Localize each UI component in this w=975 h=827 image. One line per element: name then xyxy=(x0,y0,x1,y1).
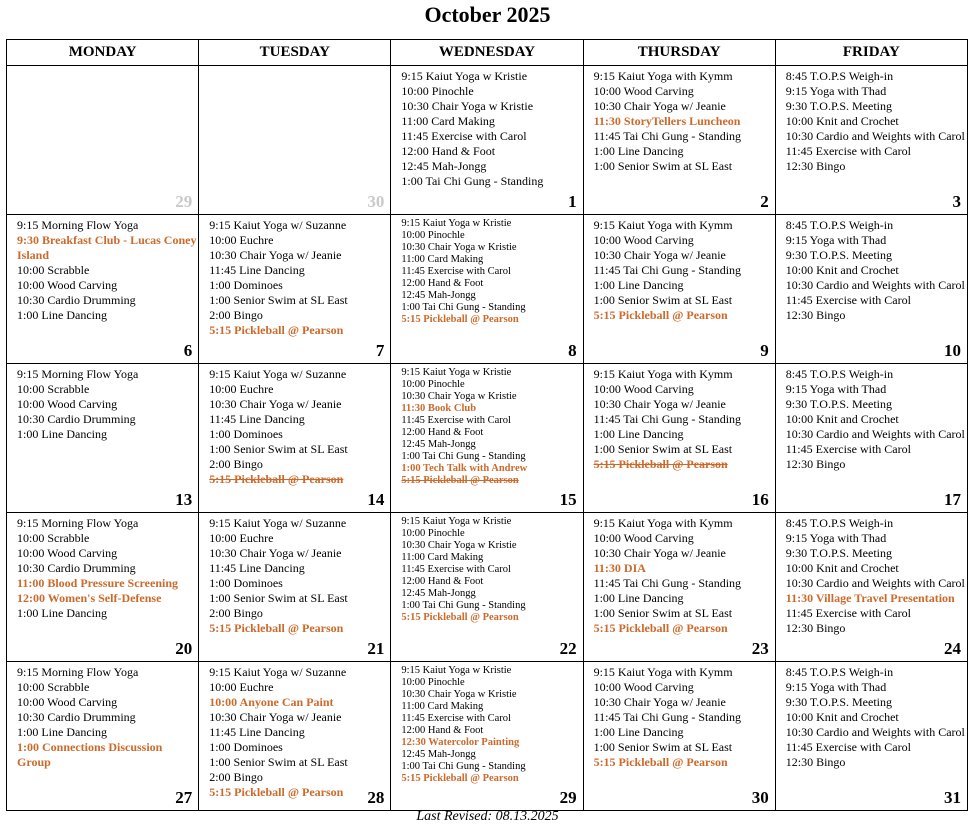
day-cell-thursday xyxy=(583,513,775,662)
day-events xyxy=(7,364,198,512)
event-item: 10:30 Cardio and Weights with Carol xyxy=(785,576,965,590)
event-item: 2:00 Bingo xyxy=(209,308,263,322)
event-item: 10:30 Cardio and Weights with Carol xyxy=(785,427,965,441)
special-event: 9:30 Breakfast Club - Lucas Coney Island xyxy=(17,233,197,262)
day-cell-monday xyxy=(7,364,199,513)
header-friday: FRIDAY xyxy=(775,40,967,66)
event-item: 10:30 Chair Yoga w/ Jeanie xyxy=(593,99,726,113)
day-events xyxy=(391,215,582,363)
event-item: 12:30 Bingo xyxy=(785,621,846,635)
day-cell-friday xyxy=(775,662,967,811)
day-events xyxy=(776,513,967,661)
event-item: 10:00 Scrabble xyxy=(17,263,90,277)
event-item: 9:15 Yoga with Thad xyxy=(785,233,887,247)
day-number: 21 xyxy=(367,639,385,658)
event-item: 10:30 Chair Yoga w Kristie xyxy=(401,391,517,402)
event-item: 11:45 Exercise with Carol xyxy=(401,415,511,426)
header-wednesday: WEDNESDAY xyxy=(391,40,583,66)
event-item: 10:30 Chair Yoga w Kristie xyxy=(401,99,534,113)
event-item: 1:00 Line Dancing xyxy=(593,427,684,441)
week-row xyxy=(7,662,968,811)
event-item: 1:00 Line Dancing xyxy=(17,427,107,441)
day-cell-thursday xyxy=(583,662,775,811)
event-item: 11:45 Tai Chi Gung - Standing xyxy=(593,576,742,590)
event-item: 9:15 Kaiut Yoga w/ Suzanne xyxy=(209,218,347,232)
day-number: 27 xyxy=(175,788,193,807)
special-event: 5:15 Pickleball @ Pearson xyxy=(401,773,519,784)
day-events xyxy=(7,215,198,363)
event-item: 1:00 Senior Swim at SL East xyxy=(593,442,733,456)
event-item: 12:00 Hand & Foot xyxy=(401,278,484,289)
event-item: 10:00 Wood Carving xyxy=(17,397,118,411)
special-event: 5:15 Pickleball @ Pearson xyxy=(593,621,728,635)
event-item: 9:15 Kaiut Yoga with Kymm xyxy=(593,218,733,232)
special-event: 11:30 Village Travel Presentation xyxy=(785,591,955,605)
event-item: 9:30 T.O.P.S. Meeting xyxy=(785,248,892,262)
day-events xyxy=(199,662,390,810)
event-item: 10:30 Chair Yoga w Kristie xyxy=(401,540,517,551)
last-revised: Last Revised: 08.13.2025 xyxy=(416,809,559,824)
event-item: 10:00 Knit and Crochet xyxy=(785,710,899,724)
event-item: 11:45 Exercise with Carol xyxy=(785,144,911,158)
day-number: 8 xyxy=(568,341,577,360)
day-cell-thursday xyxy=(583,66,775,215)
week-row xyxy=(7,513,968,662)
event-item: 12:00 Hand & Foot xyxy=(401,725,484,736)
event-item: 1:00 Dominoes xyxy=(209,278,283,292)
event-item: 1:00 Senior Swim at SL East xyxy=(593,606,733,620)
event-item: 1:00 Line Dancing xyxy=(593,725,684,739)
day-cell-wednesday xyxy=(391,513,583,662)
event-item: 10:30 Chair Yoga w Kristie xyxy=(401,242,517,253)
day-events xyxy=(584,215,775,363)
day-number: 20 xyxy=(175,639,193,658)
event-item: 11:45 Line Dancing xyxy=(209,412,305,426)
special-event: 12:30 Watercolor Painting xyxy=(401,737,520,748)
special-event: 5:15 Pickleball @ Pearson xyxy=(401,612,519,623)
event-item: 12:30 Bingo xyxy=(785,159,846,173)
event-item: 10:30 Cardio Drumming xyxy=(17,561,136,575)
event-item: 1:00 Senior Swim at SL East xyxy=(593,740,733,754)
event-item: 10:00 Knit and Crochet xyxy=(785,561,899,575)
day-cell-friday xyxy=(775,364,967,513)
special-event: 11:00 Blood Pressure Screening xyxy=(17,576,179,590)
week-row xyxy=(7,364,968,513)
event-item: 11:00 Card Making xyxy=(401,552,484,563)
event-item: 9:15 Kaiut Yoga w Kristie xyxy=(401,665,512,676)
event-item: 9:15 Morning Flow Yoga xyxy=(17,218,139,232)
event-item: 11:45 Exercise with Carol xyxy=(785,606,911,620)
day-events xyxy=(391,66,582,214)
day-cell-wednesday xyxy=(391,364,583,513)
event-item: 10:30 Cardio and Weights with Carol xyxy=(785,129,965,143)
event-item: 9:15 Yoga with Thad xyxy=(785,84,887,98)
day-events xyxy=(7,513,198,661)
event-item: 11:45 Exercise with Carol xyxy=(785,293,911,307)
event-item: 11:00 Card Making xyxy=(401,701,484,712)
event-item: 1:00 Tai Chi Gung - Standing xyxy=(401,600,526,611)
day-number: 30 xyxy=(751,788,769,807)
day-number: 15 xyxy=(559,490,577,509)
event-item: 12:30 Bingo xyxy=(785,755,846,769)
event-item: 10:00 Pinochle xyxy=(401,677,465,688)
event-item: 1:00 Senior Swim at SL East xyxy=(209,591,348,605)
event-item: 10:00 Wood Carving xyxy=(593,531,694,545)
event-item: 9:15 Yoga with Thad xyxy=(785,680,887,694)
day-number: 29 xyxy=(175,192,193,211)
event-item: 10:00 Wood Carving xyxy=(17,278,118,292)
event-item: 9:15 Kaiut Yoga w Kristie xyxy=(401,516,512,527)
day-number: 30 xyxy=(367,192,385,211)
event-item: 1:00 Senior Swim at SL East xyxy=(209,442,348,456)
event-item: 9:15 Yoga with Thad xyxy=(785,382,887,396)
event-item: 10:00 Wood Carving xyxy=(17,546,118,560)
event-item: 1:00 Senior Swim at SL East xyxy=(593,159,733,173)
special-event: 5:15 Pickleball @ Pearson xyxy=(209,785,344,799)
special-event: 12:00 Women's Self-Defense xyxy=(17,591,162,605)
event-item: 10:30 Chair Yoga w/ Jeanie xyxy=(209,397,342,411)
day-number: 23 xyxy=(751,639,769,658)
day-events xyxy=(199,66,390,214)
special-event: 5:15 Pickleball @ Pearson xyxy=(593,308,728,322)
event-item: 8:45 T.O.P.S Weigh-in xyxy=(785,69,894,83)
event-item: 1:00 Dominoes xyxy=(209,740,283,754)
day-events xyxy=(199,364,390,512)
event-item: 12:00 Hand & Foot xyxy=(401,427,484,438)
event-item: 1:00 Senior Swim at SL East xyxy=(209,755,348,769)
cancelled-event: 5:15 Pickleball @ Pearson xyxy=(401,475,519,486)
day-number: 22 xyxy=(559,639,577,658)
event-item: 1:00 Dominoes xyxy=(209,576,283,590)
event-item: 10:00 Wood Carving xyxy=(593,233,694,247)
event-item: 12:00 Hand & Foot xyxy=(401,576,484,587)
header-monday: MONDAY xyxy=(7,40,199,66)
special-event: 10:00 Anyone Can Paint xyxy=(209,695,334,709)
event-item: 10:30 Cardio Drumming xyxy=(17,412,136,426)
event-item: 12:45 Mah-Jongg xyxy=(401,439,476,450)
day-events xyxy=(199,215,390,363)
event-item: 11:00 Card Making xyxy=(401,114,495,128)
day-events xyxy=(776,662,967,810)
event-item: 1:00 Senior Swim at SL East xyxy=(209,293,348,307)
event-item: 11:45 Exercise with Carol xyxy=(401,266,511,277)
event-item: 10:30 Chair Yoga w Kristie xyxy=(401,689,517,700)
day-events xyxy=(391,662,582,810)
event-item: 1:00 Tai Chi Gung - Standing xyxy=(401,174,544,188)
day-number: 13 xyxy=(175,490,193,509)
day-cell-monday xyxy=(7,513,199,662)
special-event: 1:00 Connections Discussion Group xyxy=(17,740,163,769)
event-item: 10:30 Cardio Drumming xyxy=(17,293,136,307)
event-item: 10:00 Wood Carving xyxy=(17,695,118,709)
day-events xyxy=(776,364,967,512)
special-event: 5:15 Pickleball @ Pearson xyxy=(401,314,519,325)
event-item: 10:30 Chair Yoga w/ Jeanie xyxy=(209,248,342,262)
event-item: 9:15 Kaiut Yoga w Kristie xyxy=(401,367,512,378)
event-item: 9:15 Kaiut Yoga w/ Suzanne xyxy=(209,665,347,679)
day-events xyxy=(776,215,967,363)
calendar-title: October 2025 xyxy=(424,2,551,27)
event-item: 8:45 T.O.P.S Weigh-in xyxy=(785,367,894,381)
day-events xyxy=(391,513,582,661)
day-number: 28 xyxy=(367,788,385,807)
event-item: 12:45 Mah-Jongg xyxy=(401,159,487,173)
cancelled-event: 5:15 Pickleball @ Pearson xyxy=(209,472,344,486)
event-item: 9:15 Kaiut Yoga with Kymm xyxy=(593,367,733,381)
day-events xyxy=(391,364,582,512)
day-number: 2 xyxy=(760,192,769,211)
day-number: 1 xyxy=(568,192,577,211)
event-item: 11:45 Exercise with Carol xyxy=(401,564,511,575)
event-item: 11:45 Exercise with Carol xyxy=(785,740,911,754)
event-item: 9:30 T.O.P.S. Meeting xyxy=(785,397,892,411)
event-item: 10:30 Chair Yoga w/ Jeanie xyxy=(593,546,726,560)
event-item: 11:45 Line Dancing xyxy=(209,561,305,575)
event-item: 10:00 Pinochle xyxy=(401,528,465,539)
day-cell-tuesday xyxy=(199,66,391,215)
header-thursday: THURSDAY xyxy=(583,40,775,66)
event-item: 10:30 Chair Yoga w/ Jeanie xyxy=(593,248,726,262)
day-number: 6 xyxy=(183,341,193,360)
event-item: 10:30 Cardio and Weights with Carol xyxy=(785,278,965,292)
event-item: 11:45 Line Dancing xyxy=(209,725,305,739)
event-item: 10:30 Cardio Drumming xyxy=(17,710,136,724)
event-item: 10:30 Chair Yoga w/ Jeanie xyxy=(593,397,726,411)
event-item: 9:15 Kaiut Yoga w Kristie xyxy=(401,69,528,83)
day-number: 16 xyxy=(751,490,769,509)
day-number: 29 xyxy=(559,788,577,807)
event-item: 11:45 Tai Chi Gung - Standing xyxy=(593,710,742,724)
special-event: 5:15 Pickleball @ Pearson xyxy=(593,755,728,769)
event-item: 10:00 Wood Carving xyxy=(593,84,694,98)
event-item: 9:15 Yoga with Thad xyxy=(785,531,887,545)
day-cell-tuesday xyxy=(199,364,391,513)
event-item: 10:00 Euchre xyxy=(209,233,274,247)
event-item: 2:00 Bingo xyxy=(209,606,263,620)
event-item: 8:45 T.O.P.S Weigh-in xyxy=(785,516,894,530)
event-item: 12:00 Hand & Foot xyxy=(401,144,496,158)
event-item: 2:00 Bingo xyxy=(209,457,263,471)
event-item: 2:00 Bingo xyxy=(209,770,263,784)
day-cell-thursday xyxy=(583,364,775,513)
day-number: 3 xyxy=(952,192,961,211)
special-event: 11:30 StoryTellers Luncheon xyxy=(593,114,741,128)
day-number: 17 xyxy=(944,490,961,509)
event-item: 10:00 Knit and Crochet xyxy=(785,114,899,128)
day-cell-wednesday xyxy=(391,662,583,811)
day-cell-tuesday xyxy=(199,215,391,364)
special-event: 11:30 DIA xyxy=(593,561,646,575)
day-events xyxy=(7,662,198,810)
event-item: 10:00 Knit and Crochet xyxy=(785,412,899,426)
event-item: 9:15 Kaiut Yoga with Kymm xyxy=(593,516,733,530)
event-item: 9:15 Kaiut Yoga w/ Suzanne xyxy=(209,367,347,381)
event-item: 10:00 Pinochle xyxy=(401,84,474,98)
event-item: 9:15 Morning Flow Yoga xyxy=(17,665,139,679)
day-cell-tuesday xyxy=(199,662,391,811)
event-item: 12:45 Mah-Jongg xyxy=(401,290,476,301)
event-item: 10:30 Chair Yoga w/ Jeanie xyxy=(209,710,342,724)
event-item: 1:00 Dominoes xyxy=(209,427,283,441)
event-item: 10:00 Pinochle xyxy=(401,379,465,390)
event-item: 10:00 Scrabble xyxy=(17,680,90,694)
day-events xyxy=(584,364,775,512)
event-item: 8:45 T.O.P.S Weigh-in xyxy=(785,218,894,232)
event-item: 9:15 Morning Flow Yoga xyxy=(17,516,139,530)
event-item: 12:30 Bingo xyxy=(785,308,846,322)
day-cell-wednesday xyxy=(391,66,583,215)
day-number: 9 xyxy=(760,341,769,360)
event-item: 9:30 T.O.P.S. Meeting xyxy=(785,99,892,113)
event-item: 9:15 Kaiut Yoga w Kristie xyxy=(401,218,512,229)
event-item: 1:00 Tai Chi Gung - Standing xyxy=(401,761,526,772)
calendar-grid xyxy=(6,39,968,811)
day-number: 31 xyxy=(944,788,961,807)
day-events xyxy=(7,66,198,214)
day-events xyxy=(584,513,775,661)
event-item: 1:00 Line Dancing xyxy=(17,606,107,620)
event-item: 9:15 Kaiut Yoga with Kymm xyxy=(593,665,733,679)
event-item: 10:00 Scrabble xyxy=(17,382,90,396)
event-item: 10:30 Chair Yoga w/ Jeanie xyxy=(593,695,726,709)
day-events xyxy=(776,66,967,214)
event-item: 1:00 Tai Chi Gung - Standing xyxy=(401,451,526,462)
event-item: 10:00 Wood Carving xyxy=(593,382,694,396)
day-cell-monday xyxy=(7,66,199,215)
day-cell-monday xyxy=(7,215,199,364)
day-cell-friday xyxy=(775,215,967,364)
event-item: 11:45 Tai Chi Gung - Standing xyxy=(593,129,742,143)
event-item: 10:30 Cardio and Weights with Carol xyxy=(785,725,965,739)
event-item: 1:00 Line Dancing xyxy=(593,591,684,605)
event-item: 11:45 Tai Chi Gung - Standing xyxy=(593,412,742,426)
day-events xyxy=(199,513,390,661)
special-event: 5:15 Pickleball @ Pearson xyxy=(209,323,344,337)
day-events xyxy=(584,66,775,214)
week-row xyxy=(7,215,968,364)
event-item: 10:00 Euchre xyxy=(209,382,274,396)
event-item: 10:00 Euchre xyxy=(209,680,274,694)
event-item: 10:00 Wood Carving xyxy=(593,680,694,694)
special-event: 11:30 Book Club xyxy=(401,403,477,414)
event-item: 1:00 Line Dancing xyxy=(17,308,107,322)
event-item: 11:00 Card Making xyxy=(401,254,484,265)
special-event: 1:00 Tech Talk with Andrew xyxy=(401,463,528,474)
event-item: 11:45 Exercise with Carol xyxy=(785,442,911,456)
event-item: 9:15 Kaiut Yoga w/ Suzanne xyxy=(209,516,347,530)
day-number: 10 xyxy=(944,341,961,360)
event-item: 10:00 Scrabble xyxy=(17,531,90,545)
day-number: 14 xyxy=(367,490,385,509)
event-item: 10:00 Knit and Crochet xyxy=(785,263,899,277)
event-item: 11:45 Exercise with Carol xyxy=(401,713,511,724)
event-item: 9:15 Kaiut Yoga with Kymm xyxy=(593,69,733,83)
day-cell-friday xyxy=(775,513,967,662)
day-cell-monday xyxy=(7,662,199,811)
special-event: 5:15 Pickleball @ Pearson xyxy=(209,621,344,635)
day-events xyxy=(584,662,775,810)
event-item: 1:00 Senior Swim at SL East xyxy=(593,293,733,307)
day-cell-tuesday xyxy=(199,513,391,662)
event-item: 1:00 Line Dancing xyxy=(593,278,684,292)
event-item: 10:00 Pinochle xyxy=(401,230,465,241)
event-item: 1:00 Line Dancing xyxy=(17,725,107,739)
event-item: 9:15 Morning Flow Yoga xyxy=(17,367,139,381)
event-item: 12:45 Mah-Jongg xyxy=(401,588,476,599)
event-item: 10:30 Chair Yoga w/ Jeanie xyxy=(209,546,342,560)
event-item: 11:45 Line Dancing xyxy=(209,263,305,277)
day-number: 24 xyxy=(944,639,961,658)
event-item: 9:30 T.O.P.S. Meeting xyxy=(785,695,892,709)
event-item: 8:45 T.O.P.S Weigh-in xyxy=(785,665,894,679)
cancelled-event: 5:15 Pickleball @ Pearson xyxy=(593,457,728,471)
weekday-header-row xyxy=(7,40,968,66)
event-item: 1:00 Tai Chi Gung - Standing xyxy=(401,302,526,313)
event-item: 12:45 Mah-Jongg xyxy=(401,749,476,760)
day-cell-friday xyxy=(775,66,967,215)
event-item: 11:45 Exercise with Carol xyxy=(401,129,527,143)
day-cell-thursday xyxy=(583,215,775,364)
event-item: 10:00 Euchre xyxy=(209,531,274,545)
day-number: 7 xyxy=(375,341,385,360)
event-item: 9:30 T.O.P.S. Meeting xyxy=(785,546,892,560)
header-tuesday: TUESDAY xyxy=(199,40,391,66)
week-row xyxy=(7,66,968,215)
day-cell-wednesday xyxy=(391,215,583,364)
event-item: 11:45 Tai Chi Gung - Standing xyxy=(593,263,742,277)
event-item: 1:00 Line Dancing xyxy=(593,144,684,158)
event-item: 12:30 Bingo xyxy=(785,457,846,471)
